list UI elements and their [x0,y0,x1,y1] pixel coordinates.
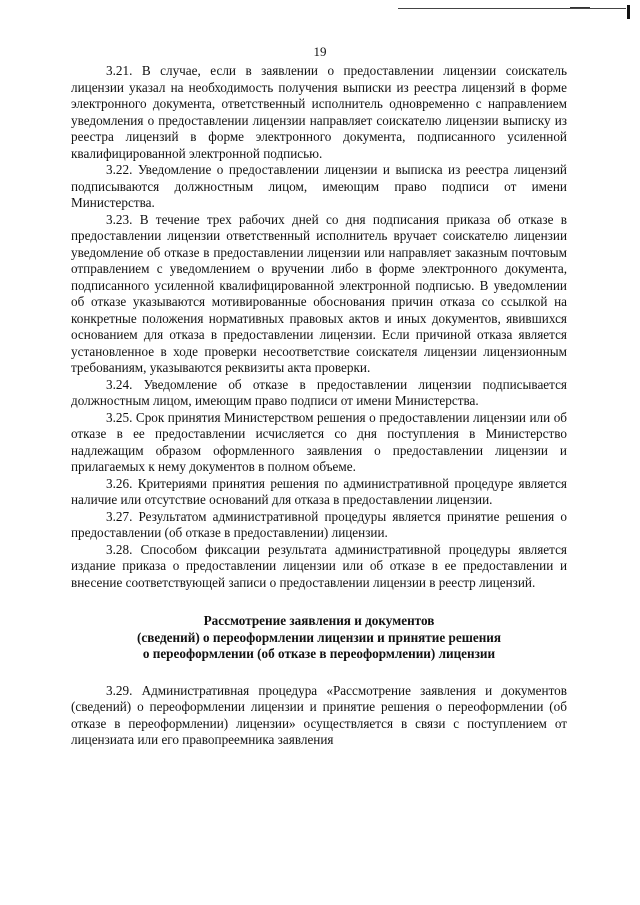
paragraph-3-29: 3.29. Административная процедура «Рассмотрение заявления и документов (сведений) о переоформлении лицензии и принятие решения о переоформлении (об отказе в переоформлении) лицензии» осуществляется в связи с поступлением от лицензиата или его правопреемника заявления [71,682,567,747]
section-heading-line-2: (сведений) о переоформлении лицензии и принятие решения [136,629,502,645]
document-body [71,63,567,749]
corner-rule [398,8,626,9]
page-corner-mark [398,5,630,19]
section-heading-line-3: о переоформлении (об отказе в переоформлении) лицензии [142,646,496,661]
paragraph-3-24: 3.24. Уведомление об отказе в предоставлении лицензии подписывается должностным лицом, имеющим право подписи от имени Министерства. [71,376,567,408]
paragraph-3-22: 3.22. Уведомление о предоставлении лицензии и выписка из реестра лицензий подписываются должностным лицом, имеющим право подписи от имени Министерства. [71,162,567,210]
paragraph-3-21: 3.21. В случае, если в заявлении о предоставлении лицензии соискатель лицензии указал на необходимость получения выписки из реестра лицензий в форме электронного документа, ответственный исполнитель одновременно с направлением уведомления о предоставлении лицензии направляет соискателю лицензии выписку из реестра лицензий в форме электронного документа, подписанного усиленной квалифицированной электронной подписью. [71,63,567,161]
section-heading-line-1: Рассмотрение заявления и документов [203,613,435,628]
section-heading [71,613,567,663]
paragraph-3-23: 3.23. В течение трех рабочих дней со дня подписания приказа об отказе в предоставлении лицензии ответственный исполнитель вручает соискателю лицензии уведомление об отказе в предоставлении лицензии или направляет заказным почтовым отправлением с уведомлением о вручении либо в форме электронного документа, подписанного усиленной квалифицированной электронной подписью. В уведомлении об отказе указываются мотивированные обоснования причин отказа со ссылкой на конкретные положения нормативных правовых актов и иных документов, явившихся основанием для отказа в предоставлении лицензии. Если причиной отказа является установленное в ходе проверки несоответствие соискателя лицензии лицензионным требованиям, указываются реквизиты акта проверки. [71,211,567,375]
page-number: 19 [313,44,327,59]
paragraph-3-26: 3.26. Критериями принятия решения по административной процедуре является наличие или отсутствие оснований для отказа в предоставлении лицензии. [71,475,567,507]
paragraph-3-28: 3.28. Способом фиксации результата административной процедуры является издание приказа о предоставлении лицензии или об отказе в ее предоставлении и внесение соответствующей записи о предоставлении лицензии в реестр лицензий. [71,541,567,590]
paragraph-3-27: 3.27. Результатом административной процедуры является принятие решения о предоставлении (об отказе в предоставлении) лицензии. [71,508,567,540]
corner-tick [627,5,630,19]
paragraph-3-25: 3.25. Срок принятия Министерством решения о предоставлении лицензии или об отказе в ее предоставлении исчисляется со дня поступления в Министерство надлежащим образом оформленного заявления о предоставлении лицензии и прилагаемых к нему документов в полном объеме. [71,409,567,474]
corner-dash [570,7,590,8]
